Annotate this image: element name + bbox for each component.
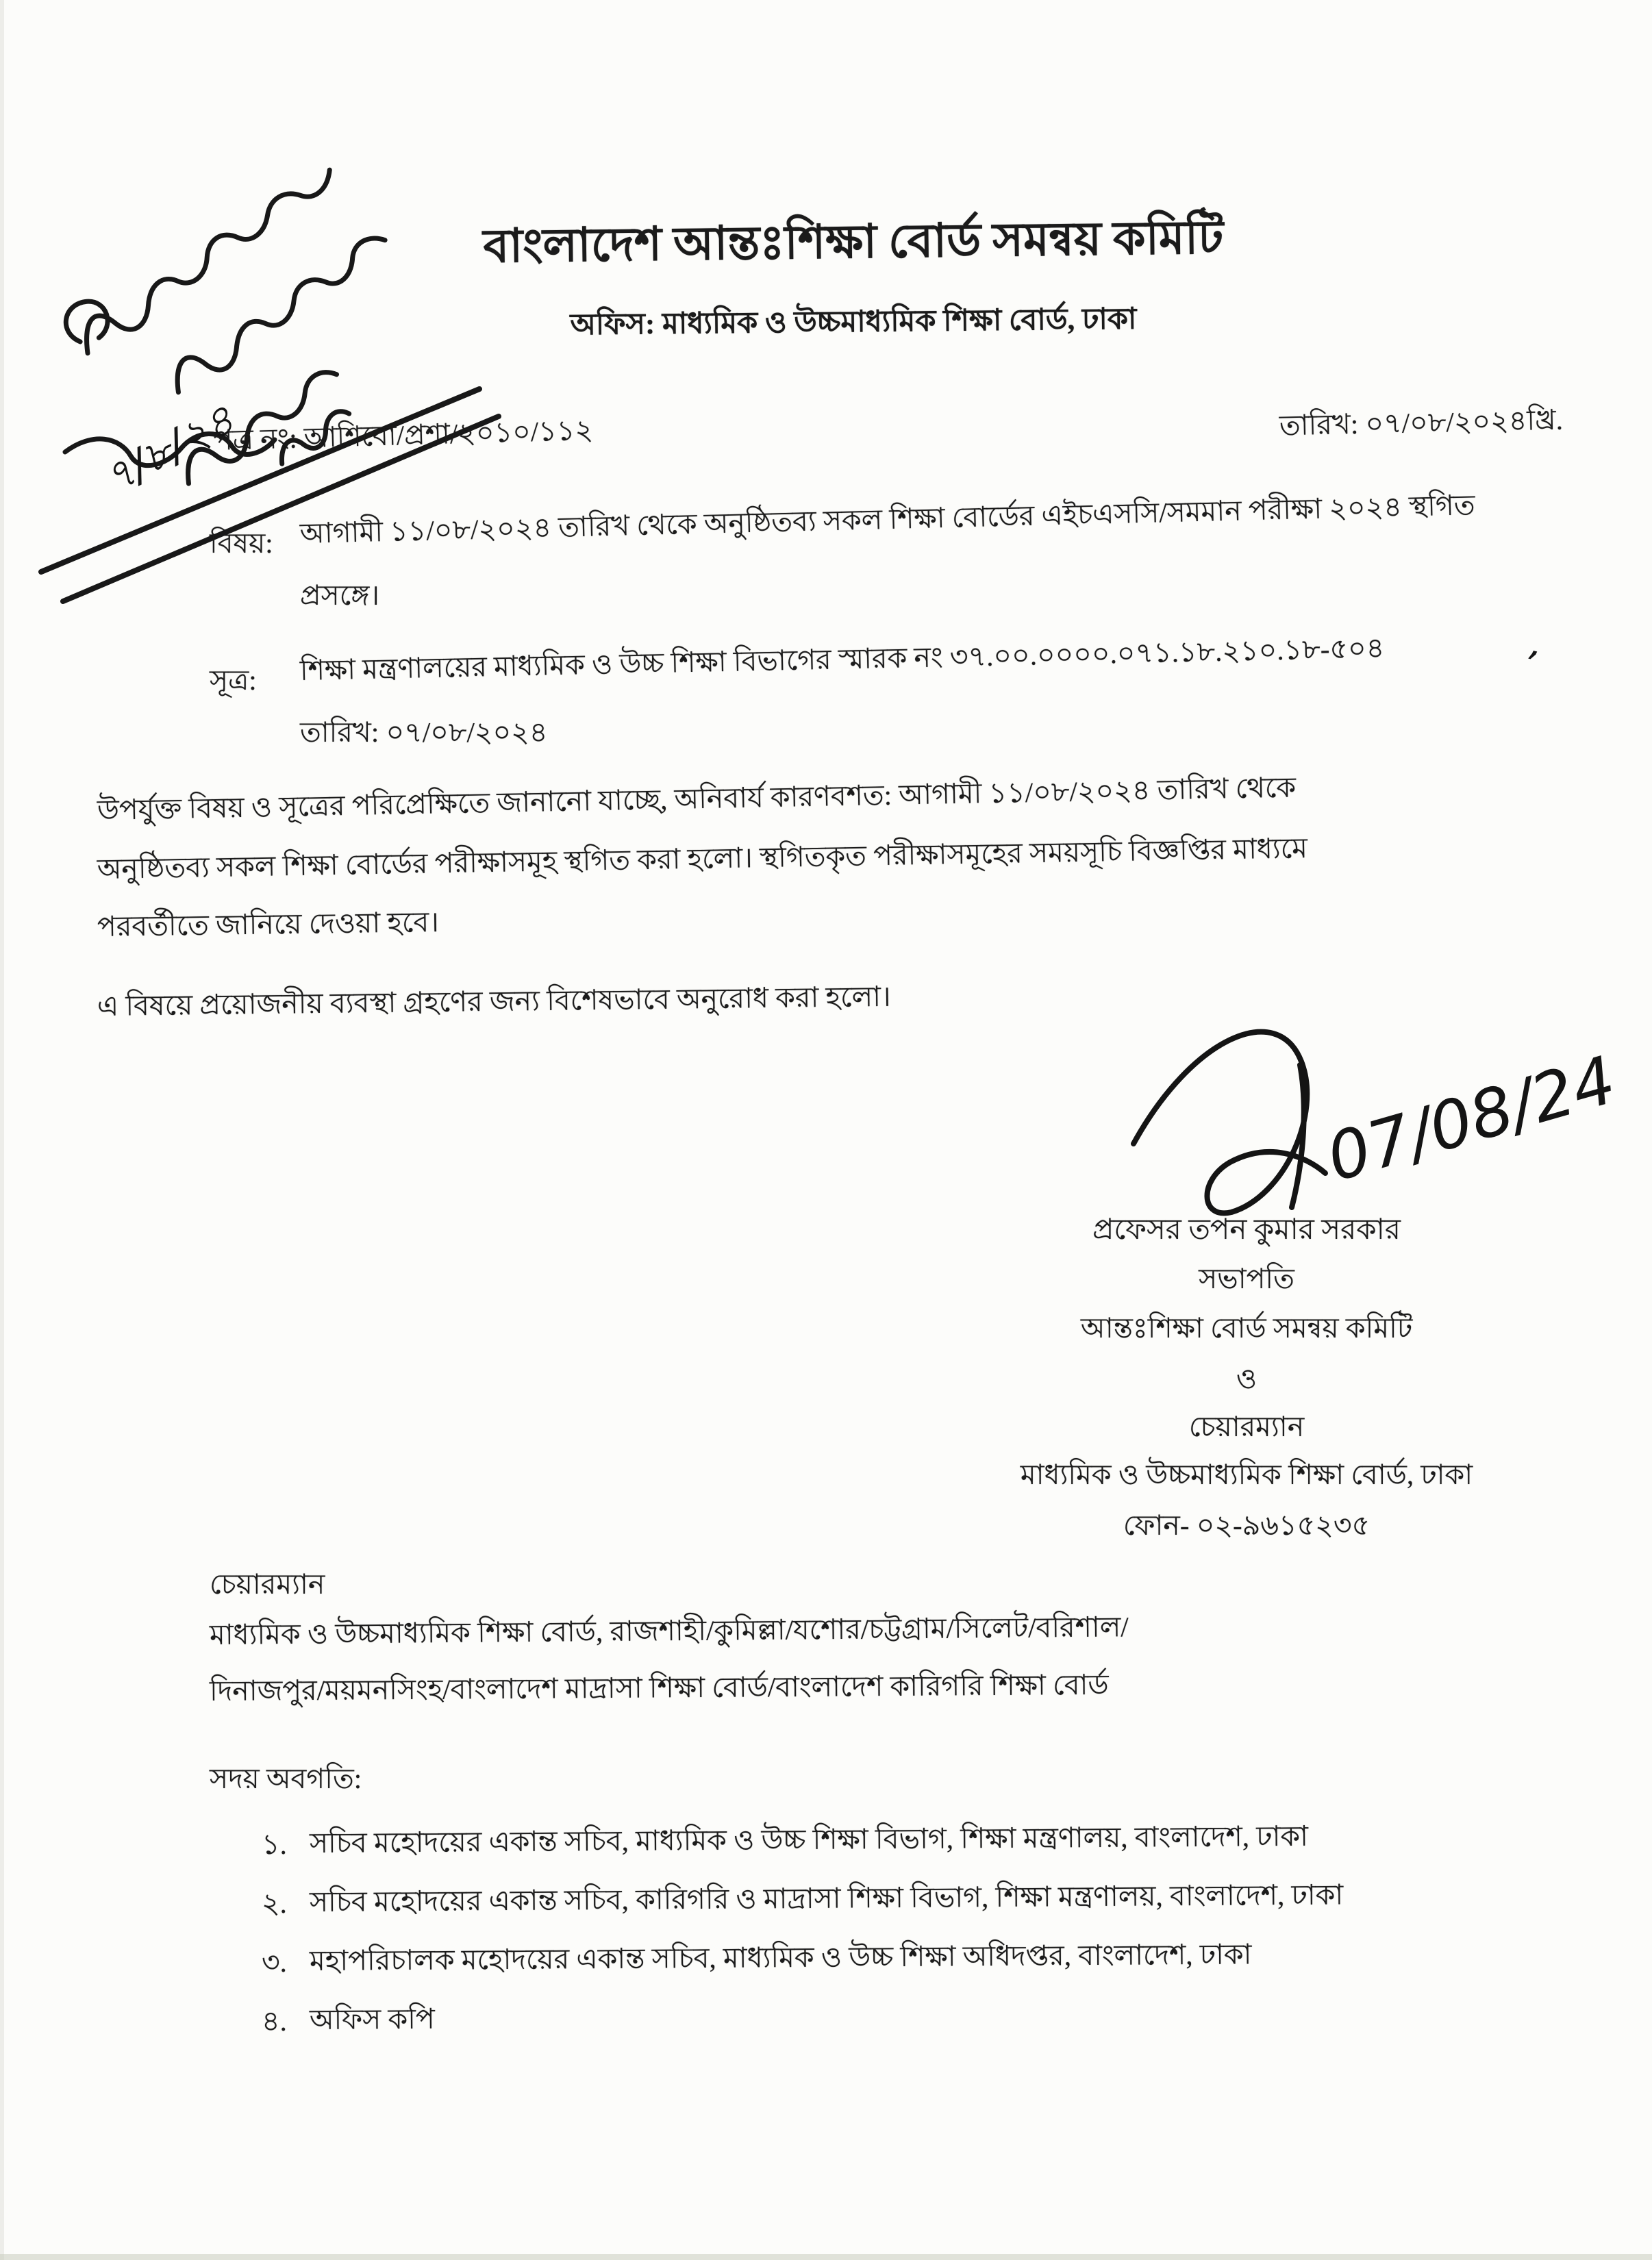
body-paragraph-line3: পরবর্তীতে জানিয়ে দেওয়া হবে। <box>97 906 440 942</box>
distribution-heading: চেয়ারম্যান <box>210 1568 325 1600</box>
subject-line1: আগামী ১১/০৮/২০২৪ তারিখ থেকে অনুষ্ঠিতব্য সকল শিক্ষা বোর্ডের এইচএসসি/সমমান পরীক্ষা ২০২৪ স্থগিত <box>299 489 1476 549</box>
reference-line1: শিক্ষা মন্ত্রণালয়ের মাধ্যমিক ও উচ্চ শিক্ষা বিভাগের স্মারক নং ৩৭.০০.০০০০.০৭১.১৮.২১০.১৮-৫০৪ <box>299 631 1385 686</box>
request-line: এ বিষয়ে প্রয়োজনীয় ব্যবস্থা গ্রহণের জন্য বিশেষভাবে অনুরোধ করা হলো। <box>97 980 891 1022</box>
subject-label: বিষয়: <box>210 527 273 559</box>
signature-handwritten-date: 07/08/24 <box>1318 1041 1624 1197</box>
cc-heading: সদয় অবগতি: <box>210 1763 362 1794</box>
cc-item-number: ৩. <box>262 1946 287 1978</box>
scan-edge-left <box>0 0 4 2260</box>
letterhead-subtitle: অফিস: মাধ্যমিক ও উচ্চমাধ্যমিক শিক্ষা বোর্ড, ঢাকা <box>570 303 1137 342</box>
cc-item-text: সচিব মহোদয়ের একান্ত সচিব, কারিগরি ও মাদ্রাসা শিক্ষা বিভাগ, শিক্ষা মন্ত্রণালয়, বাংলাদেশ, ঢাকা <box>309 1879 1344 1918</box>
cc-item-text: সচিব মহোদয়ের একান্ত সচিব, মাধ্যমিক ও উচ্চ শিক্ষা বিভাগ, শিক্ষা মন্ত্রণালয়, বাংলাদেশ, ঢাকা <box>309 1820 1309 1859</box>
distribution-line2: দিনাজপুর/ময়মনসিংহ/বাংলাদেশ মাদ্রাসা শিক্ষা বোর্ড/বাংলাদেশ কারিগরি শিক্ষা বোর্ড <box>209 1668 1109 1707</box>
handwritten-date-memo: ৭/৮/২৪ <box>96 394 242 503</box>
reference-line2: তারিখ: ০৭/০৮/২০২৪ <box>300 716 548 748</box>
letterhead-title: বাংলাদেশ আন্তঃশিক্ষা বোর্ড সমন্বয় কমিটি <box>483 211 1224 273</box>
signer-title1: সভাপতি <box>1199 1263 1294 1294</box>
signer-org1: আন্তঃশিক্ষা বোর্ড সমন্বয় কমিটি <box>1080 1312 1413 1344</box>
cc-item-text: অফিস কপি <box>309 2002 435 2035</box>
cc-item-number: ২. <box>262 1887 287 1919</box>
body-paragraph-line2: অনুষ্ঠিতব্য সকল শিক্ষা বোর্ডের পরীক্ষাসমূহ স্থগিত করা হলো। স্থগিতকৃত পরীক্ষাসমূহের সময়সূচি বিজ্ঞপ্তির মাধ্যমে <box>97 832 1308 885</box>
memo-number: পত্র নং: আশিবো/প্রশা/২০১০/১১২ <box>213 414 594 456</box>
reference-label: সূত্র: <box>210 664 257 696</box>
body-paragraph-line1: উপর্যুক্ত বিষয় ও সূত্রের পরিপ্রেক্ষিতে জানানো যাচ্ছে, অনিবার্য কারণবশত: আগামী ১১/০৮/২০২৪ তারিখ থেকে <box>97 771 1297 826</box>
letter-date: তারিখ: ০৭/০৮/২০২৪খ্রি. <box>1279 403 1564 442</box>
signer-title2: চেয়ারম্যান <box>1188 1411 1305 1442</box>
cc-item-text: মহাপরিচালক মহোদয়ের একান্ত সচিব, মাধ্যমিক ও উচ্চ শিক্ষা অধিদপ্তর, বাংলাদেশ, ঢাকা <box>309 1938 1252 1976</box>
pen-tick-mark: ’ <box>1516 641 1539 687</box>
signer-org2: মাধ্যমিক ও উচ্চমাধ্যমিক শিক্ষা বোর্ড, ঢাকা <box>1020 1459 1473 1490</box>
signature <box>1096 996 1644 1243</box>
signer-phone: ফোন- ০২-৯৬১৫২৩৫ <box>1123 1509 1371 1541</box>
signer-name: প্রফেসর তপন কুমার সরকার <box>1092 1214 1401 1246</box>
distribution-line1: মাধ্যমিক ও উচ্চমাধ্যমিক শিক্ষা বোর্ড, রাজশাহী/কুমিল্লা/যশোর/চট্টগ্রাম/সিলেট/বরিশাল/ <box>209 1611 1129 1650</box>
scan-edge-bottom <box>0 2254 1652 2260</box>
cc-item-number: ৪. <box>262 2005 287 2037</box>
cc-item-number: ১. <box>262 1829 287 1860</box>
subject-line2: প্রসঙ্গে। <box>300 579 380 611</box>
signer-conjunction: ও <box>1236 1363 1257 1394</box>
